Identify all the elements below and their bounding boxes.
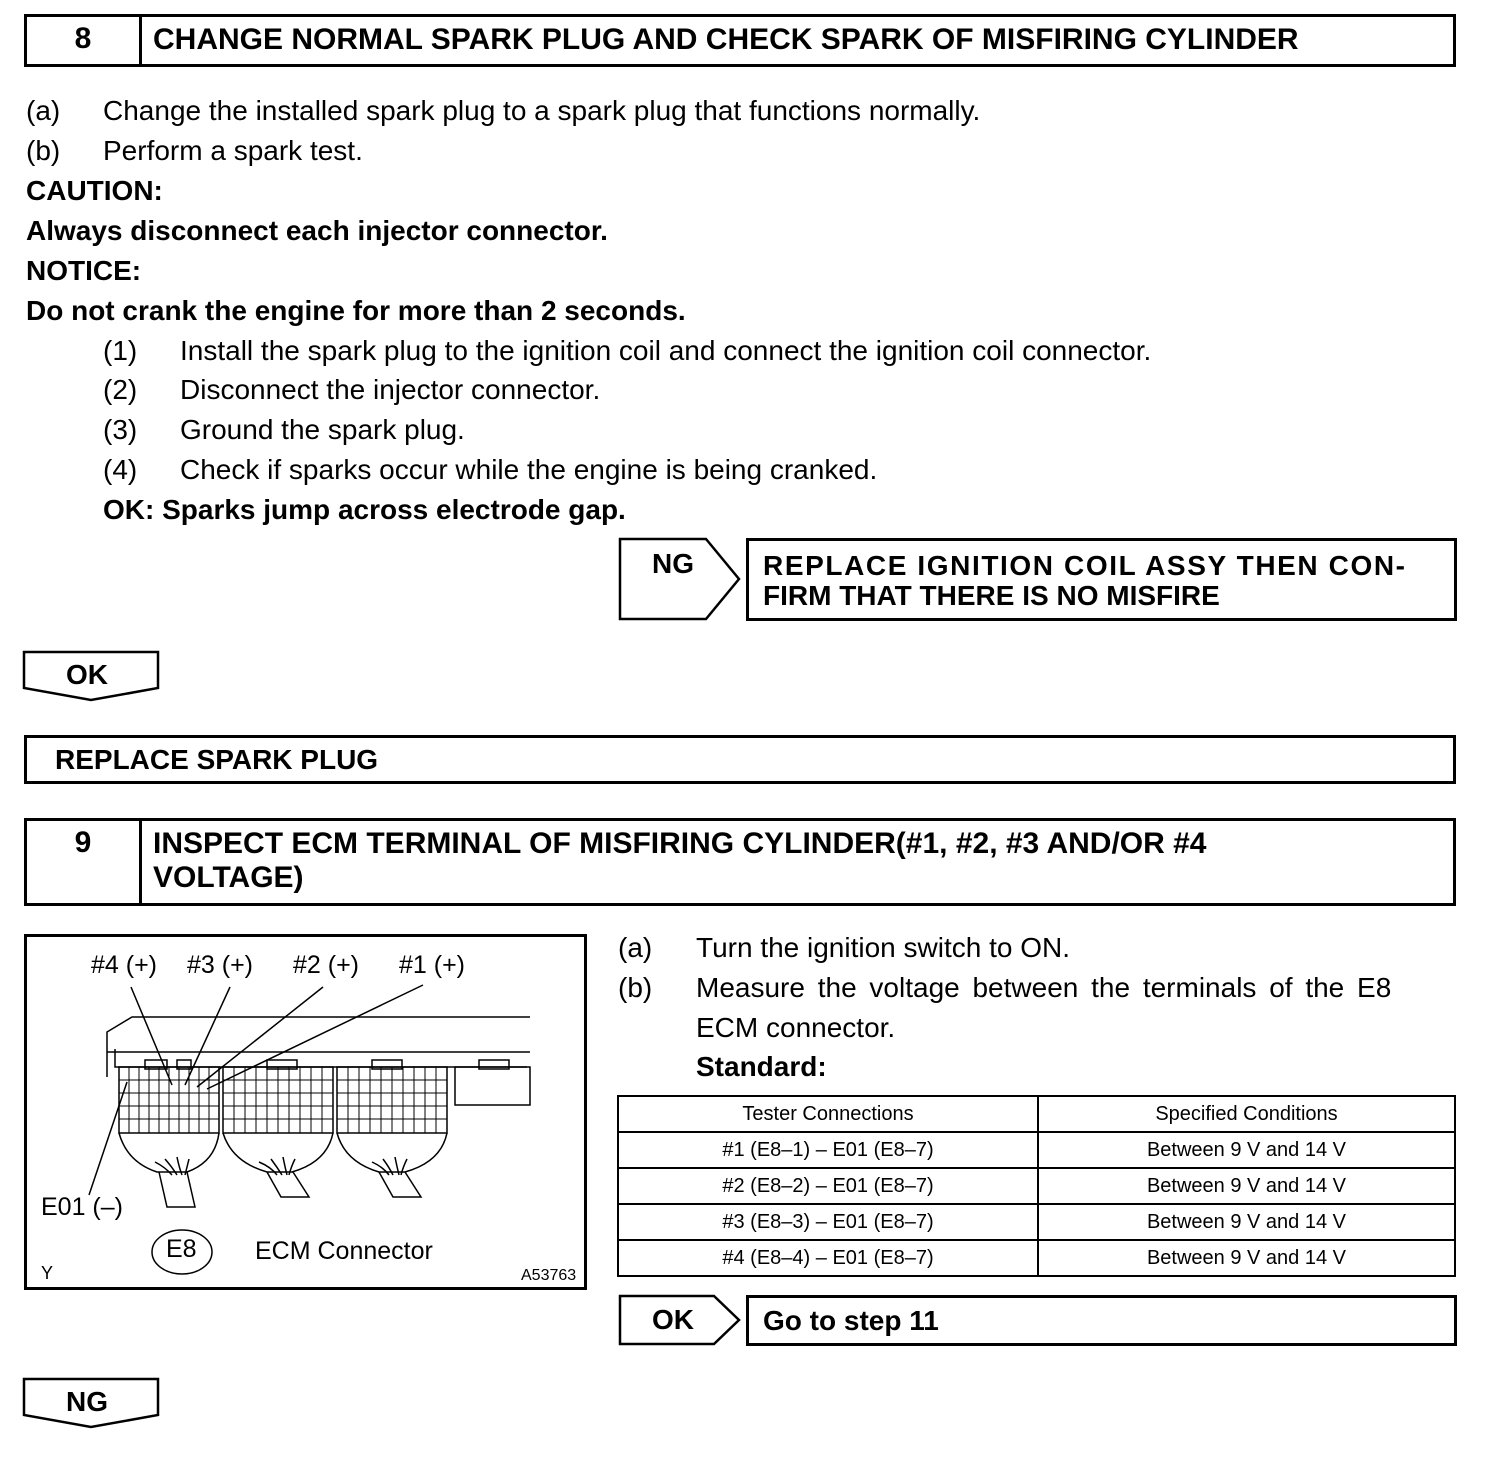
connector-name: ECM Connector: [255, 1237, 433, 1265]
connector-code: E8: [166, 1235, 197, 1263]
step8-item-a-marker: (a): [26, 95, 61, 126]
label-1-plus: #1 (+): [399, 951, 466, 979]
label-3-plus: #3 (+): [187, 951, 254, 979]
step8-ng-action-line2: FIRM THAT THERE IS NO MISFIRE: [763, 580, 1220, 611]
label-2-plus: #2 (+): [293, 951, 360, 979]
subitem-1-text: Install the spark plug to the ignition coil and connect the ignition coil connector.: [180, 335, 1152, 366]
subitem-1-marker: (1): [103, 335, 138, 366]
table-cell: Between 9 V and 14 V: [1038, 1168, 1455, 1204]
table-row: [618, 1204, 1455, 1240]
table-cell: Between 9 V and 14 V: [1038, 1132, 1455, 1168]
subitem-4-text: Check if sparks occur while the engine is being cranked.: [180, 454, 878, 485]
go-to-step-text: Go to step 11: [763, 1305, 939, 1336]
step8-ng-label: NG: [652, 548, 694, 579]
step8-ng-action-box: [746, 538, 1457, 621]
label-e01-ground: E01 (–): [41, 1193, 123, 1221]
step9-ng-label: NG: [66, 1386, 108, 1417]
step9-number: 9: [27, 821, 142, 903]
step8-item-b-text: Perform a spark test.: [103, 135, 363, 166]
step8-title: CHANGE NORMAL SPARK PLUG AND CHECK SPARK OF MISFIRING CYLINDER: [153, 23, 1299, 56]
step9-header: [24, 818, 1456, 906]
subitem-2-text: Disconnect the injector connector.: [180, 374, 601, 405]
subitem-2-marker: (2): [103, 374, 138, 405]
step9-ok-label: OK: [652, 1304, 694, 1335]
table-row: [618, 1168, 1455, 1204]
standard-table: [617, 1095, 1456, 1277]
replace-spark-plug-text: REPLACE SPARK PLUG: [55, 744, 379, 775]
step9-title-line1: INSPECT ECM TERMINAL OF MISFIRING CYLINDER(#1, #2, #3 AND/OR #4: [153, 827, 1207, 860]
step8-ng-action-line1: REPLACE IGNITION COIL ASSY THEN CON-: [763, 550, 1407, 581]
step9-item-b-marker: (b): [618, 972, 653, 1003]
table-header-cell: Specified Conditions: [1038, 1096, 1455, 1132]
table-cell: Between 9 V and 14 V: [1038, 1240, 1455, 1276]
step9-item-b-text-line2: ECM connector.: [696, 1012, 896, 1043]
table-row: [618, 1132, 1455, 1168]
step9-item-b-text-line1: Measure the voltage between the terminals of the E8: [696, 972, 1392, 1003]
step8-header: [24, 14, 1456, 67]
step8-number: 8: [27, 17, 142, 64]
step9-item-a-marker: (a): [618, 932, 653, 963]
table-cell: #2 (E8–2) – E01 (E8–7): [618, 1168, 1038, 1204]
ecm-connector-diagram: [24, 934, 587, 1290]
label-4-plus: #4 (+): [91, 951, 158, 979]
ok-result: OK: Sparks jump across electrode gap.: [103, 494, 626, 525]
table-row: [618, 1240, 1455, 1276]
caution-label: CAUTION:: [26, 175, 163, 206]
notice-label: NOTICE:: [26, 255, 142, 286]
go-to-step-box: [746, 1295, 1457, 1346]
step9-item-a-text: Turn the ignition switch to ON.: [696, 932, 1071, 963]
step8-item-b-marker: (b): [26, 135, 61, 166]
step8-item-a-text: Change the installed spark plug to a spark plug that functions normally.: [103, 95, 981, 126]
corner-letter: Y: [41, 1263, 54, 1283]
connector-drawing: [27, 937, 584, 1287]
standard-label: Standard:: [696, 1051, 827, 1082]
table-cell: #4 (E8–4) – E01 (E8–7): [618, 1240, 1038, 1276]
table-cell: #1 (E8–1) – E01 (E8–7): [618, 1132, 1038, 1168]
figure-id: A53763: [521, 1267, 577, 1284]
subitem-3-marker: (3): [103, 414, 138, 445]
caution-text: Always disconnect each injector connector.: [26, 215, 608, 246]
table-cell: Between 9 V and 14 V: [1038, 1204, 1455, 1240]
subitem-4-marker: (4): [103, 454, 138, 485]
subitem-3-text: Ground the spark plug.: [180, 414, 465, 445]
replace-spark-plug-box: [24, 735, 1456, 784]
table-header-row: [618, 1096, 1455, 1132]
step9-title-line2: VOLTAGE): [153, 861, 304, 894]
table-cell: #3 (E8–3) – E01 (E8–7): [618, 1204, 1038, 1240]
notice-text: Do not crank the engine for more than 2 seconds.: [26, 295, 686, 326]
table-header-cell: Tester Connections: [618, 1096, 1038, 1132]
step8-ok-label: OK: [66, 659, 108, 690]
